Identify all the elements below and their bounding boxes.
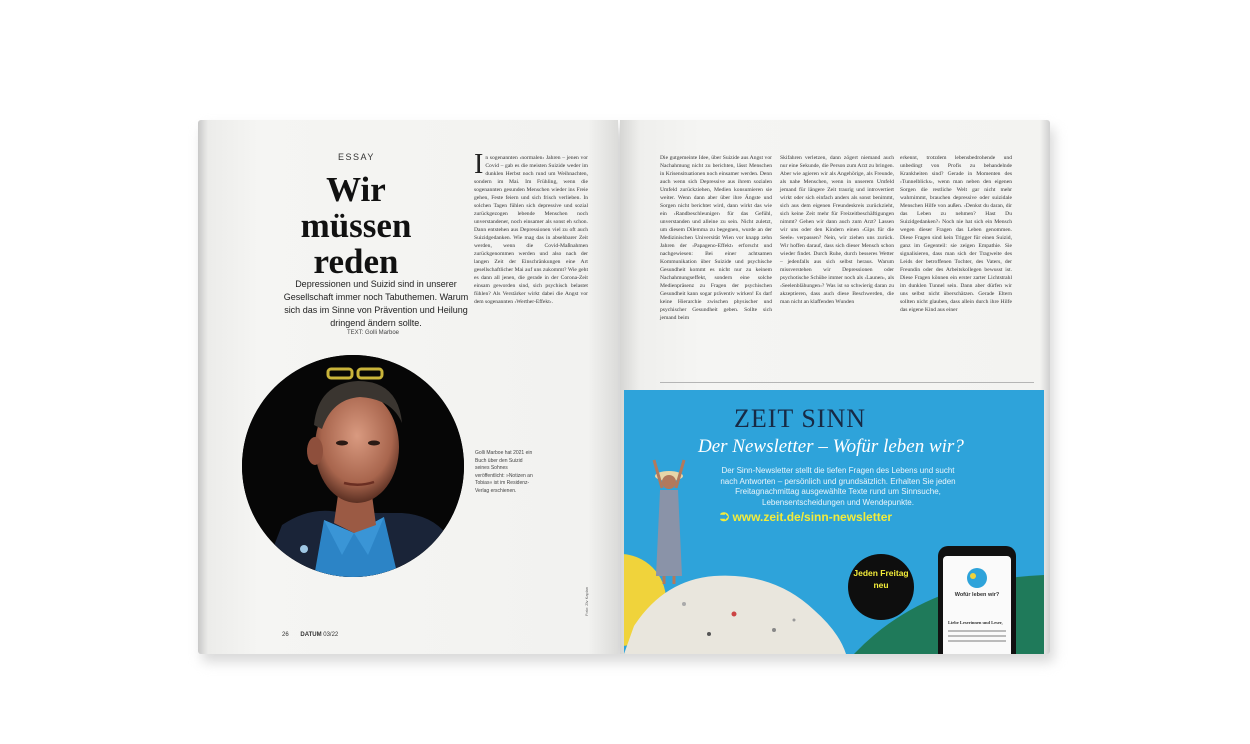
article-column-r2: Skifahren verletzen, dann zögert niemand auch nur eine Sekunde, die Person zum Arzt zu bringen. Aber wie agieren wir als Angehörige, als Freunde, als nahe Menschen, wenn in unserem Umfeld jemand für längere Zeit traurig und introvertiert wirkt oder sich einfach anders als sonst benimmt, sich aus dem eigenen Freundeskreis zurückzieht, sich keine Zeit mehr für Freizeitbeschäftigungen nimmt? Gehen wir dann auch zum Arzt? Lassen wir uns oder den Kindern einen ›Gips für die Seele‹ verpassen? Nein, wir ziehen uns zurück. Wir hoffen darauf, dass sich dieser Mensch schon wieder findet. Durch Ruhe, durch besseres Wetter – jedenfalls aus sich selbst heraus. Warum missverstehen wir Depressionen oder psychotische Schübe immer noch als ›Launen‹, als ›Seelenblähungen‹? Was ist so schwierig daran zu akzeptieren, dass auch diese Beschwerden, die man nicht an klaffenden Wunden [780, 155, 894, 305]
photo-credit: Foto: Ziv Kaplan [584, 586, 589, 616]
issue-number: 03/22 [323, 632, 339, 638]
newsletter-link[interactable] [720, 510, 892, 525]
magazine-spread [198, 120, 1050, 660]
article-column-left [474, 149, 588, 306]
section-kicker: ESSAY [338, 152, 375, 162]
magazine-brand: DATUM [300, 632, 322, 638]
advert-body: Der Sinn-Newsletter stellt die tiefen Fragen des Lebens und sucht nach Antworten – persönlich und grundsätzlich. Erhalten Sie jeden Freitagnachmittag ausgewählte Texte rund um Sinnsuche, Lebensentscheidungen und Wendepunkte. [720, 466, 956, 507]
article-byline: TEXT: Golli Marboe [346, 330, 400, 336]
article-lede: Depressionen und Suizid sind in unserer Gesellschaft immer noch Tabuthemen. Warum sich das im Sinne von Prävention und Heilung dringend ändern sollte. [283, 279, 469, 328]
author-portrait [242, 355, 464, 577]
column-text: n sogenannten ›normalen‹ Jahren – jenen vor Covid – gab es die meisten Suizide weder im dunklen Herbst noch rund um Weihnachten, sondern im Mai. Im Frühling, wenn die sogenannten gesunden Menschen wieder ins Freie gehen, Feste feiern und sich frisch verlieben. In solchen Tagen fühlen sich depressive und sozial zurückgezogen lebende Menschen noch unverstandener, noch einsamer als sonst eh schon. Dann entstehen aus Depressionen viel zu oft auch Suizidgedanken. Wie mag das in absehbarer Zeit werden, wenn die Covid-Maßnahmen zurückgenommen werden und also nach der langen Zeit der Einschränkungen eine Art gesellschaftlicher Mai auf uns zukommt? Wie geht es dann all jenen, die gerade in der Corona-Zeit einsam geworden sind, sich psychisch belastet fühlen? Als Verstärker wirkt dabei die Angst vor dem sogenannten ›Werther-Effekt‹. [474, 155, 588, 305]
portrait-illustration [242, 355, 464, 577]
phone-text-line [948, 640, 1006, 642]
page-folio [282, 632, 338, 638]
phone-logo-icon [943, 556, 1011, 596]
phone-title: Wofür leben wir? [954, 592, 1000, 598]
article-column-r1: Die gutgemeinte Idee, über Suizide aus Angst vor Nachahmung nicht zu berichten, lässt Menschen in Krisensituationen noch einsamer werden. Denn auch wenn sich Depressive aus ihrem sozialen Umfeld zurückziehen, Medien konsumieren sie weiter. Wenn dann aber über ihre Ängste und Sorgen nicht berichtet wird, dann wirkt das wie ein ›Randbeschleuniger‹ für das Gefühl, unverstanden und alleine zu sein. Nicht zuletzt, um diesem Dilemma zu begegnen, wurde an der Medizinischen Universität Wien vor knapp zehn Jahren der ›Papageno-Effekt‹ erforscht und nachgewiesen: Bei einer achtsamen Kommunikation über Suizide und psychische Gesundheit kommt es nicht nur zu keinem Nachahmungseffekt, sondern eine solche Medienpräsenz zu Fragen der psychischen Gesundheit kann sogar präventiv wirken! Es darf keine Hierarchie zwischen physischer und psychischer Gesundheit geben. Sollte sich jemand beim [660, 155, 772, 321]
arrow-circle-icon: ⮊ [720, 510, 733, 524]
phone-text-line [948, 635, 1006, 637]
right-page [620, 120, 1050, 654]
phone-greeting: Liebe Leserinnen und Leser, [948, 620, 1003, 625]
advert-headline: Der Newsletter – Wofür leben wir? [698, 436, 964, 457]
newsletter-url: www.zeit.de/sinn-newsletter [732, 510, 893, 524]
left-page [198, 120, 618, 654]
photo-caption: Golli Marboe hat 2021 ein Buch über den Suizid seines Sohnes veröffentlicht: »Notizen an Tobias« ist im Residenz-Verlag erschienen. [475, 450, 533, 494]
article-headline: Wir müssen reden [300, 170, 412, 281]
zeit-sinn-logo: ZEIT SINN [734, 404, 867, 433]
drop-cap: I [474, 149, 484, 180]
page-number: 26 [282, 632, 289, 638]
friday-badge-text: Jeden Freitag neu [853, 568, 909, 590]
newsletter-advert [624, 390, 1044, 654]
column-divider [660, 382, 1034, 383]
article-column-r3: erkennt, trotzdem lebensbedrohende und unbedingt von Profis zu behandelnde Krankheiten sind? Gerade in Momenten des ›Tunnelblicks‹, wenn man neben den eigenen Sorgen die restliche Welt gar nicht mehr wahrnimmt, brauchen depressive oder suizidale Menschen Hilfe von außen. ›Denkst du daran, dir das Leben zu nehmen? Hast Du Suizidgedanken?‹ Noch nie hat sich ein Mensch wegen dieser Fragen das Leben genommen. Diese Fragen sind kein Trigger für einen Suizid, ganz im Gegenteil: sie zeigen Empathie. Sie signalisieren, dass man sich der Tragweite des Leids der betroffenen Tochter, des Vaters, der Freundin oder des Arbeitskollegen bewusst ist. Diese Fragen können ein erster zarter Lichtstrahl im dunklen Tunnel sein. Dann aber dürfen wir uns selbst nicht überschätzen. Gerade Eltern sollten nicht glauben, dass allein durch ihre Hilfe das eigene Kind aus einer [900, 155, 1012, 313]
phone-text-line [948, 630, 1006, 632]
